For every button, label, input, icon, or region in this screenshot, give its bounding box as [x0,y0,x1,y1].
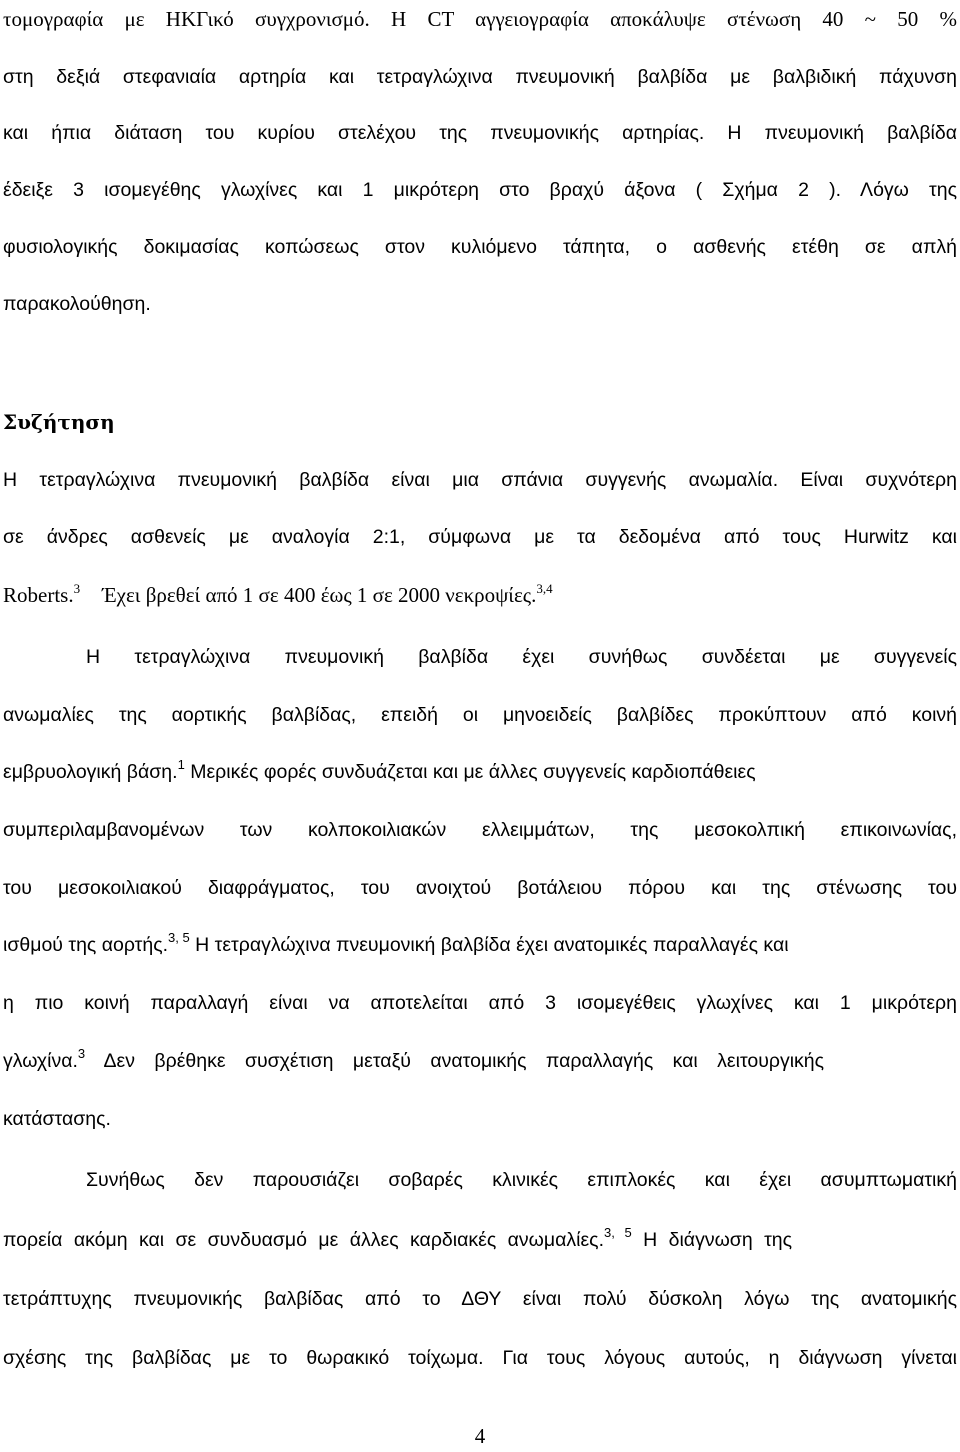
paragraph-3-line-3-text-b: Μερικές φορές συνδυάζεται και με άλλες συγγενείς καρδιοπάθειες [190,761,756,783]
paragraph-3-line-6 [3,930,957,960]
paragraph-4-line-3: τετράπτυχης πνευμονικής βαλβίδας από το ΔΘΥ είναι πολύ δύσκολη λόγω της ανατομικής [3,1288,957,1310]
paragraph-4-line-4: σχέσης της βαλβίδας με το θωρακικό τοίχωμα. Για τους λόγους αυτούς, η διάγνωση γίνεται [3,1347,957,1369]
paragraph-4-line-1: Συνήθως δεν παρουσιάζει σοβαρές κλινικές επιπλοκές και έχει ασυμπτωματική [86,1169,957,1191]
paragraph-3-line-3 [3,757,957,787]
reference-superscript: 3, 5 [604,1225,632,1240]
paragraph-4-line-2-text-a: πορεία ακόμη και σε συνδυασμό με άλλες καρδιακές ανωμαλίες. [3,1229,604,1251]
paragraph-2-line-1: Η τετραγλώχινα πνευμονική βαλβίδα είναι μια σπάνια συγγενής ανωμαλία. Είναι συχνότερη [3,469,957,491]
reference-superscript: 3, 5 [168,930,190,945]
paragraph-2-line-3-text-b: Έχει βρεθεί από 1 σε 400 έως 1 σε 2000 νεκροψίες. [102,583,537,607]
reference-superscript: 3 [73,581,81,596]
reference-superscript: 3,4 [536,581,553,596]
paragraph-1-line-3: και ήπια διάταση του κυρίου στελέχου της πνευμονικής αρτηρίας. Η πνευμονική βαλβίδα [3,122,957,144]
reference-superscript: 1 [177,757,185,772]
paragraph-3-line-7: η πιο κοινή παραλλαγή είναι να αποτελείται από 3 ισομεγέθεις γλωχίνες και 1 μικρότερη [3,992,957,1014]
paragraph-3-line-4: συμπεριλαμβανομένων των κολποκοιλιακών ελλειμμάτων, της μεσοκολπική επικοινωνίας, [3,819,957,841]
paragraph-3-line-2: ανωμαλίες της αορτικής βαλβίδας, επειδή οι μηνοειδείς βαλβίδες προκύπτουν από κοινή [3,704,957,726]
paragraph-1-line-2: στη δεξιά στεφανιαία αρτηρία και τετραγλώχινα πνευμονική βαλβίδα με βαλβιδική πάχυνση [3,66,957,88]
page-number: 4 [474,1424,486,1448]
paragraph-1-line-4: έδειξε 3 ισομεγέθης γλωχίνες και 1 μικρότερη στο βραχύ άξονα ( Σχήμα 2 ). Λόγω της [3,179,957,201]
paragraph-3-line-8-text-b: Δεν βρέθηκε συσχέτιση μεταξύ ανατομικής παραλλαγής και λειτουργικής [103,1050,825,1072]
paragraph-1-line-1: τομογραφία με ΗΚΓικό συγχρονισμό. Η CT αγγειογραφία αποκάλυψε στένωση 40 ~ 50 % [3,7,957,31]
paragraph-3-line-6-text-b: Η τετραγλώχινα πνευμονική βαλβίδα έχει ανατομικές παραλλαγές και [195,934,789,956]
paragraph-1-line-5: φυσιολογικής δοκιμασίας κοπώσεως στον κυλιόμενο τάπητα, ο ασθενής ετέθη σε απλή [3,236,957,258]
paragraph-4-line-2-text-b: Η διάγνωση της [643,1229,793,1251]
paragraph-2-line-2: σε άνδρες ασθενείς με αναλογία 2:1, σύμφωνα με τα δεδομένα από τους Hurwitz και [3,526,957,548]
paragraph-3-line-6-text-a: ισθμού της αορτής. [3,934,169,956]
paragraph-3-line-5: του μεσοκοιλιακού διαφράγματος, του ανοιχτού βοτάλειου πόρου και της στένωσης του [3,877,957,899]
paragraph-1-line-6: παρακολούθηση. [3,293,151,315]
paragraph-3-line-9: κατάστασης. [3,1108,111,1130]
section-heading: Συζήτηση [3,410,115,434]
paragraph-2-line-3-text-a: Roberts. [3,583,74,607]
paragraph-3-line-8-text-a: γλωχίνα. [3,1050,78,1072]
paragraph-3-line-3-text-a: εμβρυολογική βάση. [3,761,178,783]
paragraph-3-line-1: Η τετραγλώχινα πνευμονική βαλβίδα έχει συνήθως συνδέεται με συγγενείς [86,646,957,668]
reference-superscript: 3 [77,1046,86,1061]
paragraph-2-line-3 [3,580,957,610]
paragraph-3-line-8 [3,1046,957,1076]
paragraph-4-line-2 [3,1225,957,1255]
